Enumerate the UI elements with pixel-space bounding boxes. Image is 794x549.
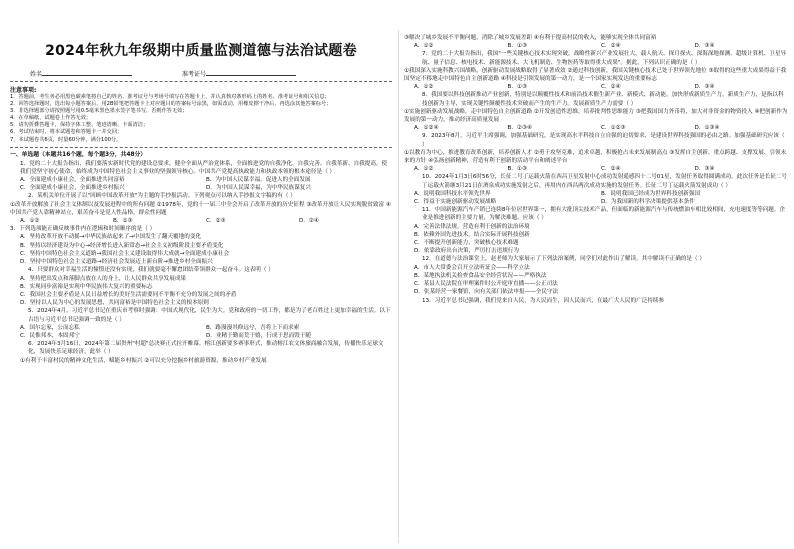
option: A．坚持改革开放不动摇→中华民族站起来了→中国发生了翻天覆地的变化 xyxy=(20,234,202,241)
dashed-separator-2 xyxy=(10,147,392,148)
option: B．为中国人民谋幸福，促进人的全面发展 xyxy=(206,177,311,184)
option: C．全面建成小康社会，全面推进乡村振兴 xyxy=(20,185,125,192)
option: A．①② xyxy=(20,218,40,225)
candidate-info-row xyxy=(30,69,392,78)
option: C．不断提升创新能力，突破核心技术难题 xyxy=(414,240,519,247)
option: A．①② xyxy=(414,84,434,91)
question-10: 10．2024年1月3日6时56分，长征二号丁运载火箭在西昌卫星发射中心成功发射遥感四十二号01星，发射任务取得圆满成功。此次任务是长征二号丁运载火箭继3月21日在酒泉成功实施发射之后，再用内在西昌两次成功实施的发射任务。长征二号丁运载火箭发射成功（ ） xyxy=(422,174,788,189)
exam-title: 2024年秋九年级期中质量监测道德与法治试题卷 xyxy=(45,43,357,59)
option: B．①③ xyxy=(507,84,527,91)
question-6-options xyxy=(404,42,788,50)
option: C．民惟邦本，本固邦宁 xyxy=(20,332,80,339)
option: D．③④ xyxy=(694,166,715,173)
option: A．国尔忘家，公而忘私 xyxy=(20,324,80,331)
ticket-field: 准考证号 xyxy=(182,69,296,78)
question-9-options xyxy=(404,165,788,173)
option: B．依赖外国先进技术，结合实际开展科技创新 xyxy=(414,231,530,238)
name-field: 姓名 xyxy=(30,69,132,78)
option: A．坚持把出发点和落脚点放在人的身上，让人民群众共享发展成果 xyxy=(20,275,187,282)
question-6-items: ①有利于丰富村民的精神文化生活，赋能乡村振兴 ②可以充分挖掘乡村旅游资源，推动乡村产业发展 xyxy=(20,357,267,364)
option: C．某县人民法院在审理案件时公开庭审直播——公正司法 xyxy=(414,281,558,288)
option: B．①③ xyxy=(113,218,133,225)
option: D．②④ xyxy=(299,218,319,225)
option: B．路漫漫其修远兮，吾将上下而求索 xyxy=(206,324,300,331)
question-1-options xyxy=(10,176,392,192)
option: A．市人大常委会召开立法听证会——科学立法 xyxy=(414,264,530,271)
option: D．张某经营一家餐馆，向有关部门依法申报——全民守法 xyxy=(414,289,559,296)
ticket-line xyxy=(206,75,296,76)
option: B．②③④ xyxy=(507,125,532,132)
question-8-options xyxy=(404,124,788,132)
notice-6: 6．考试结束时，将本试题卷和答题卡一并交回； xyxy=(10,129,123,136)
question-6: 6．2024年3月16日，2024年第二届贵州"村超"总决赛正式拉开帷幕。榕江创新要多赛事形式，推动榕江农文体旅商融合发展，传播快乐足球文化，发展快乐足球经济。此举（ ） xyxy=(28,341,384,356)
option: D．为中国人民谋幸福，为中华民族谋复兴 xyxy=(206,185,311,192)
notice-title: 注意事项: xyxy=(10,87,37,94)
option: D．依靠政府出台决策，严厉打击违规行为 xyxy=(414,248,519,255)
option: D．坚持中国特色社会主义道路→经济社会发展迈上新台阶→推进乡村全面振兴 xyxy=(20,259,213,266)
right-column xyxy=(404,0,788,549)
left-column xyxy=(10,0,392,549)
option: C．我国社会主要矛盾是人民日益增长的美好生活需要同不平衡不充分的发展之间的矛盾 xyxy=(20,291,237,298)
option: B．实现同步富裕是实现中华民族伟大复兴的重要标志 xyxy=(20,283,153,290)
option: D．③④ xyxy=(694,84,715,91)
question-9: 9．2023年8月，习近平主席强调，加强基础研究，是实现高水平科技自立自强的迫切要求，是建设世界科技强国的必由之路。加强基础研究应该（ ） xyxy=(422,133,785,148)
notice-7: 7．本试题卷共6页，时量60分钟，满分100分。 xyxy=(10,136,122,143)
option: B．坚持以经济建设为中心→经济增长进入新常态→社会主义初级阶段主要矛盾变化 xyxy=(20,242,224,249)
question-13: 13．习近平总书记强调，我们党来自人民，为人民而生，因人民而兴，在最广大人民的广泛持续参 xyxy=(422,297,665,304)
option: B．①③ xyxy=(507,166,527,173)
option: B．某地执法机关检查食品安全经营状况——严格执法 xyxy=(414,272,547,279)
name-line xyxy=(42,75,132,76)
question-5-options xyxy=(10,324,392,340)
option: A．完善法律法规，营造有利于创新的法治环境 xyxy=(414,223,530,230)
question-6-continued: ③解决了城乡发展不平衡问题，消除了城乡发展差距 ④有利于提高村民的收入，能够实现全体共同富裕 xyxy=(404,35,657,41)
option: C．②③ xyxy=(206,218,226,225)
option: A．①② xyxy=(414,166,434,173)
question-5: 5．2024年4月，习近平总书记在重庆市考察时强调：中国式现代化，民生为大。党和政府的一切工作，都是为了老百姓过上更加幸福的生活。以下古语与习近平总书记强调一致的是（ ） xyxy=(28,308,391,323)
question-2: 2．某机关单位开展了以"回顾中国改革开放"为主题的手抄报活动。下列观点可以纳入手抄报文字稿的有（ ） xyxy=(28,193,296,200)
option: A．说明我国科技水平领先世界 xyxy=(414,190,491,197)
column-divider xyxy=(398,30,399,543)
option: D．③④ xyxy=(694,43,715,50)
question-11: 11．中国新能源汽车产销已连续8年位居世界第一，拥有大批顶尖技术产品，但面临的新能源汽车与传统燃油车相比较相间，充电速度等等问题。企业是推进创新的主要力量，为解决难题，应该（ ） xyxy=(422,207,786,222)
option: A．①②④ xyxy=(414,125,439,132)
question-7: 7．党的二十大报告指出，我国"一些关键核心技术实现突破，战略性新兴产业发展壮大，载人航天、探月探火、深海深地探测、超级计算机、卫星导航、量子信息、核电技术、新能源技术、大飞机制造、生物医药等取得重大成果"。据此，下列认识正确的是（ ） xyxy=(422,51,787,66)
option: C．②④ xyxy=(601,84,621,91)
question-10-options xyxy=(404,190,788,206)
notice-3: 3．非选择题部分请按照题号用0.5毫米黑色墨水签字笔书写，否则作答无效； xyxy=(10,108,188,115)
question-3: 3．下列选项能正确反映事件内在逻辑和时间顺序的是（ ） xyxy=(10,226,156,233)
dashed-separator xyxy=(10,81,392,82)
question-12: 12．在道德与法治课堂上，赵老师为大家展示了下列法治案例，同学们对此作出了解读。其中解读不正确的是（ ） xyxy=(422,256,705,263)
question-9-items: ①以教育为中心，推进教育改革创新，培养创新人才 ②勇于攻坚克难，追求卓越，积极抢占未来发展制高点 ③发挥自主创新、重点跨越、支撑发展、引领未来的方针 ④弘扬创新精神，营造有利于创新的活动平台和阐述平台 xyxy=(404,149,787,165)
option: C．坚持中国特色社会主义道路→我国社会主义建设取得伟大成就→全面建成小康社会 xyxy=(20,250,230,257)
question-2-items: ①改革开放解放了社会主义体制以及发展进程中的所有问题 ②1978年，党的十一届三中全会开启了改革开放的历史征程 ③改革开放让人民实现脱贫致富 ④中国共产党人靠精神站立，艰苦奋斗是党人性品格，群众性问题 xyxy=(10,201,391,216)
option: D．①③④ xyxy=(694,125,720,132)
notice-5: 5．请勿折叠答题卡，保持字体工整、笔迹清晰、卡面清洁； xyxy=(10,122,149,129)
section-title: 一、单选题（本题共16个题，每个题3分，共48分） xyxy=(10,151,147,158)
notice-2: 2．回答选择题时，选出每小题答案后，用2B铅笔把答题卡上对应题目的答案标号涂黑，如需改动，用橡皮擦干净后，再选涂其他答案标号； xyxy=(10,101,332,108)
option: C．②④ xyxy=(601,166,621,173)
option: C．①②③ xyxy=(601,125,626,132)
question-7-options xyxy=(404,83,788,91)
option: B．说明我国已经成为世界科技创新强国 xyxy=(601,190,700,197)
notice-1: 1．答题前，考生务必用黑色碳素笔将自己的姓名、准考证号与考场号填写在答题卡上，并认真核对条形码上的姓名、准考证号和相关信息； xyxy=(10,94,330,100)
option: A．①② xyxy=(414,43,434,50)
option: C．②④ xyxy=(601,43,621,50)
option: D．业精于勤而荒于嬉，行成于思而毁于随 xyxy=(206,332,311,339)
question-2-options xyxy=(10,217,392,225)
option: B．①③ xyxy=(507,43,527,50)
question-1: 1．党的二十大报告指出，我们要落实新时代党的建设总要求，健全全面从严治党体系，全面推进党的自我净化、自我完善、自我革新、自我提高，使我们党坚守初心使命，始终成为中国特色社会主义事业的坚强领导核心。中国共产党提高执政能力和执政本领的根本途径是（ ） xyxy=(20,160,388,175)
option: D．为我国新的科学决策提供基本条件 xyxy=(601,199,695,206)
question-7-items: ①我国深入实施科教兴国战略，创新驱动发展战略取得了显著成效 ②通过科技创新，我国关键核心技术已处于世界领先地位 ③取得的这些重大成果得益于我国坚定不移地走中国特色自主创新道路 ④科技是引领发展的第一动力，是一个国家实现发达的重要标志 xyxy=(404,67,787,83)
option: D．坚持以人民为中心的发展思想，共同富裕是中国特色社会主义的根本原则 xyxy=(20,300,209,307)
notice-4: 4．在草稿纸、试题卷上作答无效； xyxy=(10,115,92,122)
option: A．全面建成小康社会，全面推进共同富裕 xyxy=(20,177,125,184)
question-8: 8．我国要以科技创新推动产业创新，特别是以颠覆性技术和前沿技术催生新产业、新模式、新动能，加快形成新质生产力。新质生产力，是指以科技创新为主导，实现关键性颠覆性技术突破而产生的生产力。发展新质生产力需要（ ） xyxy=(422,92,784,107)
question-8-items: ①实施创新驱动发展战略，走中国特色自主创新道路 ②开发创造性思维，培养批判性思维能力 ③把我国国力外币将，加大对非资金的物资投入 ④把创新作为发展的第一动力，推动经济高质量发展 xyxy=(404,108,788,124)
question-4: 4．只要群众对幸福生活的憧憬还没有实现，我们就要毫不懈怠团结带领群众一起奋斗。这表明（ ） xyxy=(28,267,274,274)
option: C．得益于实施创新驱动发展战略 xyxy=(414,199,497,206)
